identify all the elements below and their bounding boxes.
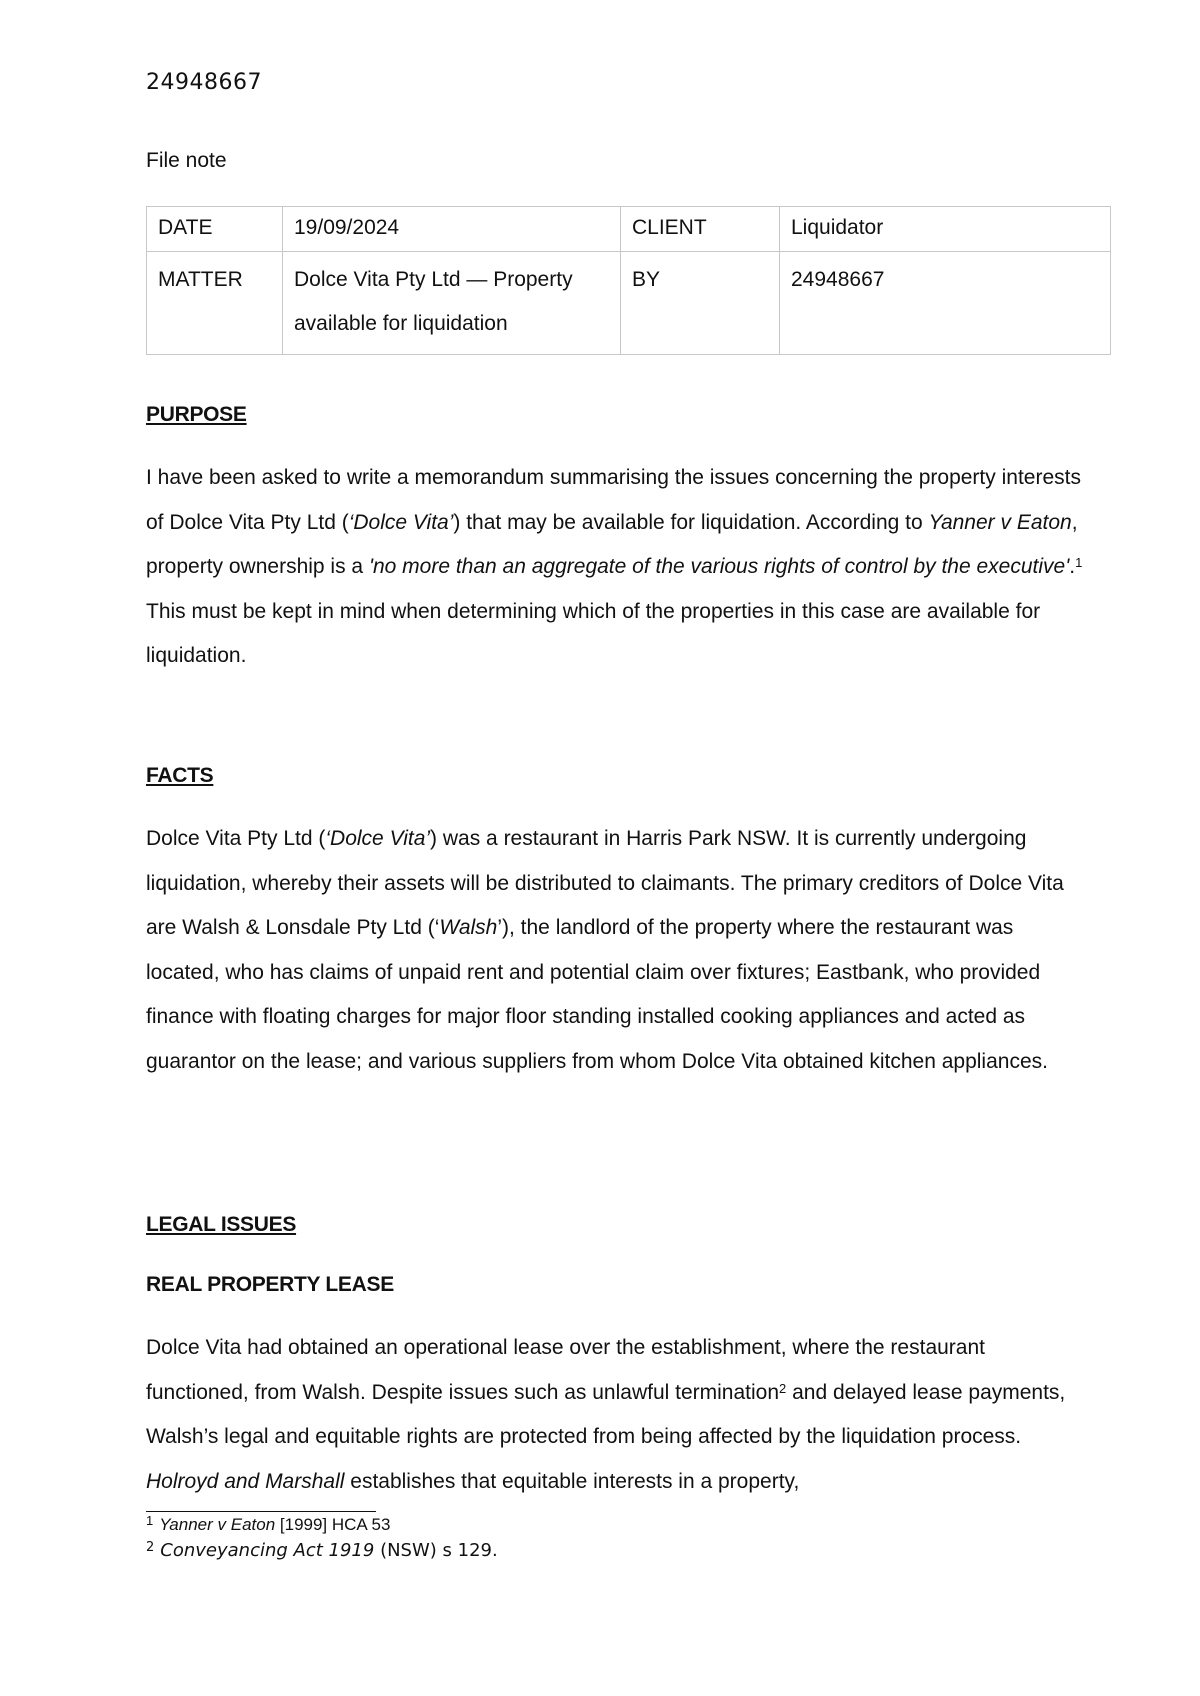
- defined-term: ‘Dolce Vita’: [348, 510, 454, 534]
- text-run: , property ownership is a: [146, 510, 1078, 578]
- lease-paragraph-block: [146, 1326, 1086, 1504]
- legal-issues-heading: LEGAL ISSUES: [146, 1213, 297, 1236]
- by-value: 24948667: [780, 252, 1111, 355]
- case-name: Yanner v Eaton: [928, 510, 1072, 534]
- footnote-2: [146, 1540, 498, 1561]
- real-property-lease-heading: REAL PROPERTY LEASE: [146, 1273, 394, 1296]
- by-label: BY: [621, 252, 780, 355]
- purpose-section: [146, 403, 1086, 427]
- text-run: Dolce Vita Pty Ltd (: [146, 827, 326, 850]
- document-id: 24948667: [146, 70, 262, 95]
- text-run: establishes that equitable interests in a property,: [344, 1469, 800, 1493]
- facts-paragraph: [146, 817, 1086, 1084]
- matter-label: MATTER: [147, 252, 283, 355]
- client-label: CLIENT: [621, 207, 780, 252]
- defined-term: ‘Dolce Vita’: [325, 827, 431, 850]
- purpose-paragraph-block: [146, 456, 1086, 679]
- text-run: This must be kept in mind when determining which of the properties in this case are available for liquidation.: [146, 599, 1041, 667]
- text-run: [1999] HCA 53: [275, 1515, 391, 1534]
- footnote-1: [146, 1515, 390, 1535]
- file-note-title: File note: [146, 149, 227, 172]
- footnote-ref[interactable]: 2: [779, 1380, 787, 1396]
- facts-section: [146, 764, 1086, 788]
- text-run: ) that may be available for liquidation. According to: [453, 510, 929, 534]
- file-note-info-table: [146, 206, 1111, 355]
- facts-paragraph-block: [146, 817, 1086, 1084]
- text-run: I have been asked to write a memorandum summarising the issues concerning the property interests of Dolce Vita Pty Ltd (: [146, 466, 1081, 534]
- facts-heading: FACTS: [146, 764, 214, 787]
- lease-paragraph: [146, 1326, 1086, 1504]
- text-run: ) was a restaurant in Harris Park NSW. It is currently undergoing liquidation, whereby their assets will be distributed to claimants. The primary creditors of Dolce Vita are Walsh & Lonsdale Pty Ltd (‘: [146, 827, 1064, 939]
- footnote-number: 1: [146, 1513, 154, 1528]
- real-property-lease-section: [146, 1273, 1086, 1297]
- footnote-ref[interactable]: 1: [1075, 555, 1083, 570]
- footnote-separator: [146, 1511, 376, 1512]
- text-run: .: [1069, 555, 1076, 578]
- quotation: 'no more than an aggregate of the various rights of control by the executive': [368, 555, 1070, 578]
- text-run: (NSW) s 129.: [374, 1540, 498, 1561]
- date-value: 19/09/2024: [283, 207, 621, 252]
- purpose-paragraph: [146, 456, 1086, 679]
- purpose-heading: PURPOSE: [146, 403, 247, 426]
- table-row: [147, 252, 1111, 355]
- defined-term: Walsh: [439, 916, 498, 939]
- date-label: DATE: [147, 207, 283, 252]
- case-name: Yanner v Eaton: [159, 1515, 276, 1534]
- text-run: and delayed lease payments, Walsh’s legal and equitable rights are protected from being affected by the liquidation process.: [146, 1380, 1066, 1448]
- case-name: Holroyd and Marshall: [146, 1469, 345, 1493]
- act-name: Conveyancing Act 1919: [160, 1540, 375, 1561]
- text-run: Dolce Vita had obtained an operational lease over the establishment, where the restaurant functioned, from Walsh. Despite issues such as unlawful termination: [146, 1336, 985, 1404]
- text-run: ’), the landlord of the property where the restaurant was located, who has claims of unpaid rent and potential claim over fixtures; Eastbank, who provided finance with floating charges for major floor standing installed cooking appliances and acted as guarantor on the lease; and various suppliers from whom Dolce Vita obtained kitchen appliances.: [146, 916, 1048, 1073]
- legal-issues-section: [146, 1213, 1086, 1237]
- table-row: [147, 207, 1111, 252]
- footnote-number: 2: [146, 1540, 155, 1555]
- client-value: Liquidator: [780, 207, 1111, 252]
- matter-value: Dolce Vita Pty Ltd — Property available for liquidation: [283, 252, 621, 355]
